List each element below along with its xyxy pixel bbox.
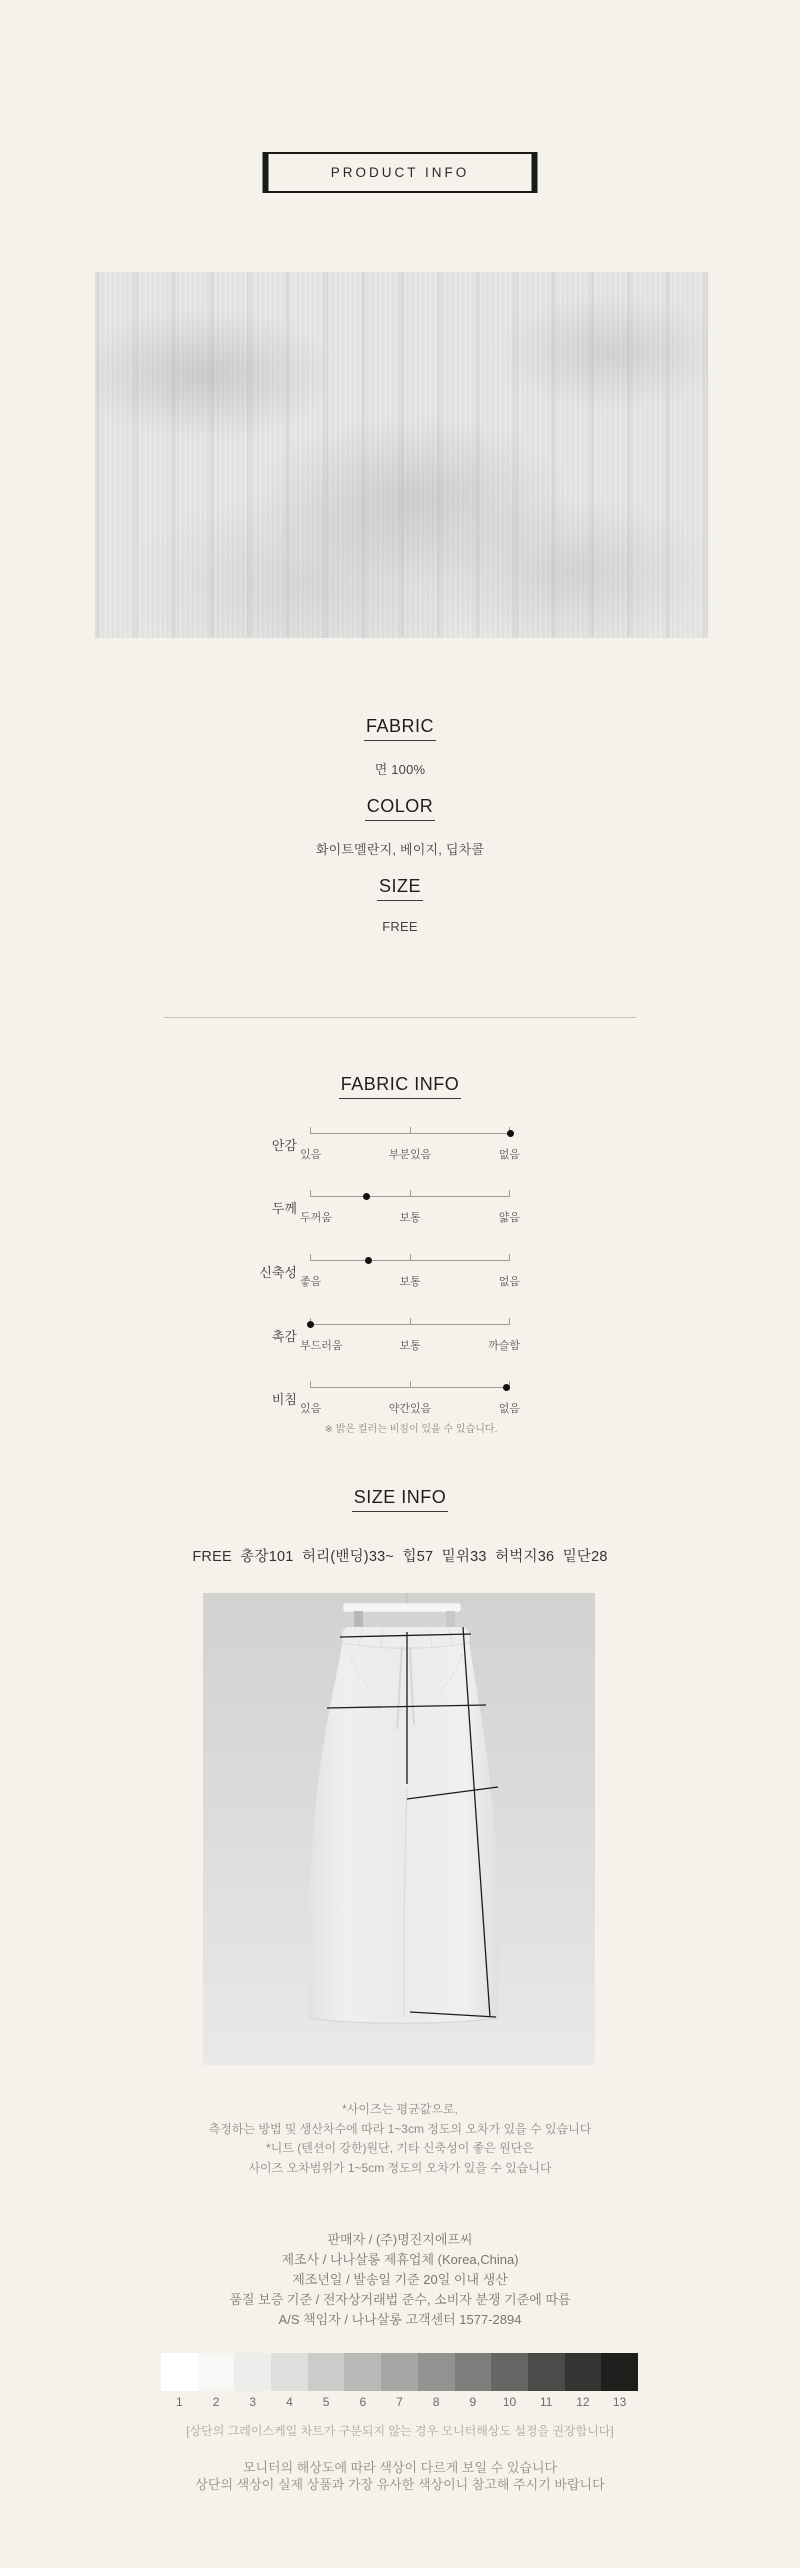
scale-value-dot — [307, 1321, 314, 1328]
scale-category-label: 안감 — [271, 1138, 297, 1153]
size-info-heading-row — [0, 1487, 800, 1512]
grayscale-number: 12 — [576, 2395, 590, 2409]
scale-label-left: 두꺼움 — [300, 1212, 332, 1224]
size-section-heading-row — [0, 876, 800, 901]
scale-track — [310, 1260, 510, 1261]
scale-label-center: 부분있음 — [388, 1149, 432, 1161]
scale-value-dot — [503, 1384, 510, 1391]
scale-label-center: 약간있음 — [388, 1403, 432, 1415]
seller-info-line: 제조년일 / 발송일 기준 20일 이내 생산 — [292, 2272, 508, 2287]
monitor-note-line: 모니터의 해상도에 따라 색상이 다르게 보일 수 있습니다 — [242, 2460, 558, 2475]
monitor-note — [0, 2459, 800, 2493]
grayscale-number: 11 — [539, 2395, 553, 2409]
scale-track — [310, 1196, 510, 1197]
grayscale-swatch — [565, 2353, 602, 2391]
grayscale-swatch — [601, 2353, 638, 2391]
grayscale-number: 7 — [396, 2395, 403, 2409]
hanger-bar — [343, 1603, 461, 1612]
scale-tick-end — [509, 1318, 510, 1325]
size-value: FREE — [382, 919, 418, 934]
grayscale-swatch — [271, 2353, 308, 2391]
scale-value-dot — [363, 1193, 370, 1200]
fabric-value: 면 100% — [374, 762, 426, 777]
scale-value-dot — [365, 1257, 372, 1264]
scale-tick-middle — [410, 1318, 411, 1325]
grayscale-caption: [상단의 그레이스케일 차트가 구분되지 않는 경우 모니터해상도 설정을 권장합니다] — [186, 2424, 614, 2438]
color-heading: COLOR — [365, 796, 436, 821]
section-divider — [164, 1017, 636, 1018]
scale-row-sheerness — [0, 1379, 800, 1419]
scale-tick-middle — [410, 1254, 411, 1261]
scale-track — [310, 1133, 510, 1134]
grayscale-swatch — [161, 2353, 198, 2391]
seller-info-line: A/S 책임자 / 나나살롱 고객센터 1577-2894 — [278, 2312, 522, 2327]
scale-value-dot — [507, 1130, 514, 1137]
grayscale-swatch — [418, 2353, 455, 2391]
scale-label-right: 없음 — [498, 1149, 520, 1161]
scale-label-center: 보통 — [399, 1276, 421, 1288]
scale-tick-end — [509, 1190, 510, 1197]
scale-label-right: 까슬함 — [488, 1340, 520, 1352]
size-heading: SIZE — [377, 876, 423, 901]
scale-row-thickness — [0, 1188, 800, 1228]
grayscale-number: 8 — [432, 2395, 440, 2409]
scale-label-right: 얇음 — [498, 1212, 520, 1224]
scale-row-texture — [0, 1316, 800, 1356]
sheerness-note: ※ 밝은 컬러는 비침이 있을 수 있습니다. — [324, 1424, 498, 1435]
scale-category-label: 비침 — [271, 1392, 297, 1407]
grayscale-swatch — [198, 2353, 235, 2391]
fabric-section-heading-row — [0, 716, 800, 741]
skirt-garment — [308, 1627, 499, 2023]
scale-label-right: 없음 — [498, 1276, 520, 1288]
product-info-header-box — [263, 152, 538, 193]
grayscale-number: 3 — [249, 2395, 257, 2409]
scale-label-left: 좋음 — [300, 1276, 322, 1288]
scale-tick-middle — [410, 1381, 411, 1388]
size-guide-illustration — [203, 1593, 595, 2065]
seller-info-line: 품질 보증 기준 / 전자상거래법 준수, 소비자 분쟁 기준에 따름 — [229, 2292, 571, 2307]
scale-label-right: 없음 — [498, 1403, 520, 1415]
size-note-line: 사이즈 오차범위가 1~5cm 정도의 오차가 있을 수 있습니다 — [248, 2160, 552, 2175]
grayscale-number: 5 — [322, 2395, 330, 2409]
scale-tick-start — [310, 1127, 311, 1134]
grayscale-number: 2 — [212, 2395, 220, 2409]
color-value: 화이트멜란지, 베이지, 딥차콜 — [315, 842, 485, 857]
scale-tick-middle — [410, 1190, 411, 1197]
grayscale-swatch — [381, 2353, 418, 2391]
scale-track — [310, 1324, 510, 1325]
size-measurements: FREE 총장101 허리(밴딩)33~ 힙57 밑위33 허벅지36 밑단28 — [192, 1549, 608, 1565]
scale-row-elasticity — [0, 1252, 800, 1292]
scale-label-left: 있음 — [300, 1149, 322, 1161]
scale-tick-start — [310, 1254, 311, 1261]
seller-info-line: 판매자 / (주)명진지에프씨 — [327, 2232, 473, 2247]
size-note-line: 측정하는 방법 및 생산차수에 따라 1~3cm 정도의 오차가 있을 수 있습니다 — [208, 2121, 592, 2136]
grayscale-swatch — [308, 2353, 345, 2391]
size-note-line: *니트 (텐션이 강한)원단, 기타 신축성이 좋은 원단은 — [266, 2141, 534, 2155]
scale-tick-start — [310, 1190, 311, 1197]
seller-info — [0, 2230, 800, 2330]
grayscale-chart — [161, 2353, 638, 2391]
grayscale-number: 9 — [469, 2395, 477, 2409]
scale-label-center: 보통 — [399, 1212, 421, 1224]
fabric-closeup-image — [95, 272, 708, 638]
grayscale-swatch — [234, 2353, 271, 2391]
scale-label-left: 있음 — [300, 1403, 322, 1415]
scale-tick-start — [310, 1381, 311, 1388]
grayscale-swatch — [491, 2353, 528, 2391]
scale-label-center: 보통 — [399, 1340, 421, 1352]
page-title: PRODUCT INFO — [330, 165, 470, 180]
size-info-heading: SIZE INFO — [352, 1487, 449, 1512]
scale-category-label: 두께 — [271, 1201, 297, 1216]
grayscale-number: 1 — [176, 2395, 183, 2409]
scale-track — [310, 1387, 510, 1388]
monitor-note-line: 상단의 색상이 실제 상품과 가장 유사한 색상이니 참고해 주시기 바랍니다 — [195, 2477, 605, 2492]
size-note-line: *사이즈는 평균값으로, — [342, 2102, 458, 2116]
fabric-heading: FABRIC — [364, 716, 436, 741]
grayscale-number: 13 — [612, 2395, 627, 2409]
scale-label-left: 부드러움 — [300, 1340, 343, 1352]
scale-tick-end — [509, 1254, 510, 1261]
grayscale-number: 10 — [502, 2395, 517, 2409]
grayscale-number: 4 — [286, 2395, 293, 2409]
fabric-info-heading-row — [0, 1074, 800, 1099]
grayscale-swatch — [455, 2353, 492, 2391]
color-section-heading-row — [0, 796, 800, 821]
scale-category-label: 신축성 — [259, 1265, 297, 1280]
seller-info-line: 제조사 / 나나살롱 제휴업체 (Korea,China) — [281, 2252, 519, 2267]
size-notes — [0, 2100, 800, 2178]
grayscale-number: 6 — [359, 2395, 367, 2409]
grayscale-numbers — [161, 2395, 638, 2409]
fabric-info-heading: FABRIC INFO — [339, 1074, 462, 1099]
grayscale-swatch — [344, 2353, 381, 2391]
scale-tick-middle — [410, 1127, 411, 1134]
scale-row-lining — [0, 1125, 800, 1165]
grayscale-swatch — [528, 2353, 565, 2391]
scale-category-label: 촉감 — [271, 1329, 297, 1344]
size-guide-photo — [203, 1593, 595, 2065]
